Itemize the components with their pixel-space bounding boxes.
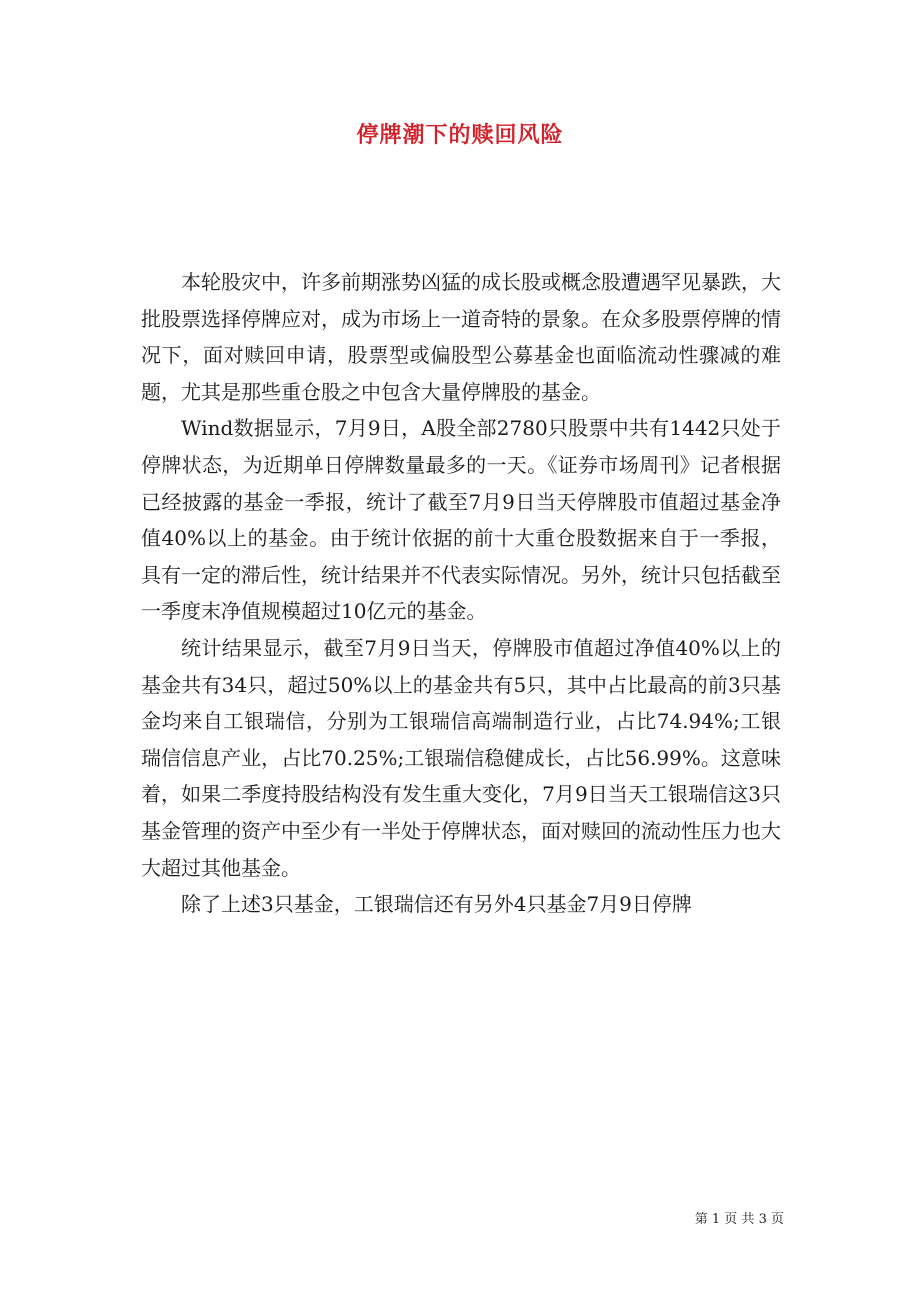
paragraph-3: 统计结果显示，截至7月9日当天，停牌股市值超过净值40%以上的基金共有34只，超过50%以上的基金共有5只，其中占比最高的前3只基金均来自工银瑞信，分别为工银瑞信高端制造行业，占比74.94%;工银瑞信信息产业，占比70.25%;工银瑞信稳健成长，占比56.99%。这意味着，如果二季度持股结构没有发生重大变化，7月9日当天工银瑞信这3只基金管理的资产中至少有一半处于停牌状态，面对赎回的流动性压力也大大超过其他基金。 [141,635,781,880]
footer-prefix: 第 [694,1212,708,1227]
paragraph-1: 本轮股灾中，许多前期涨势凶猛的成长股或概念股遭遇罕见暴跌，大批股票选择停牌应对，成为市场上一道奇特的景象。在众多股票停牌的情况下，面对赎回申请，股票型或偏股型公募基金也面临流动性骤减的难题，尤其是那些重仓股之中包含大量停牌股的基金。 [141,270,781,404]
document-body [141,264,781,923]
footer-middle: 页 共 [724,1212,755,1227]
paragraph-2: Wind数据显示，7月9日，A股全部2780只股票中共有1442只处于停牌状态，为近期单日停牌数量最多的一天。《证券市场周刊》记者根据已经披露的基金一季报，统计了截至7月9日当天停牌股市值超过基金净值40%以上的基金。由于统计依据的前十大重仓股数据来自于一季报，具有一定的滞后性，统计结果并不代表实际情况。另外，统计只包括截至一季度末净值规模超过10亿元的基金。 [141,416,781,624]
paragraph-4: 除了上述3只基金，工银瑞信还有另外4只基金7月9日停牌 [181,892,692,917]
footer-total-pages: 3 [758,1212,767,1227]
footer-suffix: 页 [770,1212,784,1227]
footer-page-number: 1 [711,1212,721,1227]
page-title: 停牌潮下的赎回风险 [356,123,564,148]
page-footer [695,1208,784,1227]
